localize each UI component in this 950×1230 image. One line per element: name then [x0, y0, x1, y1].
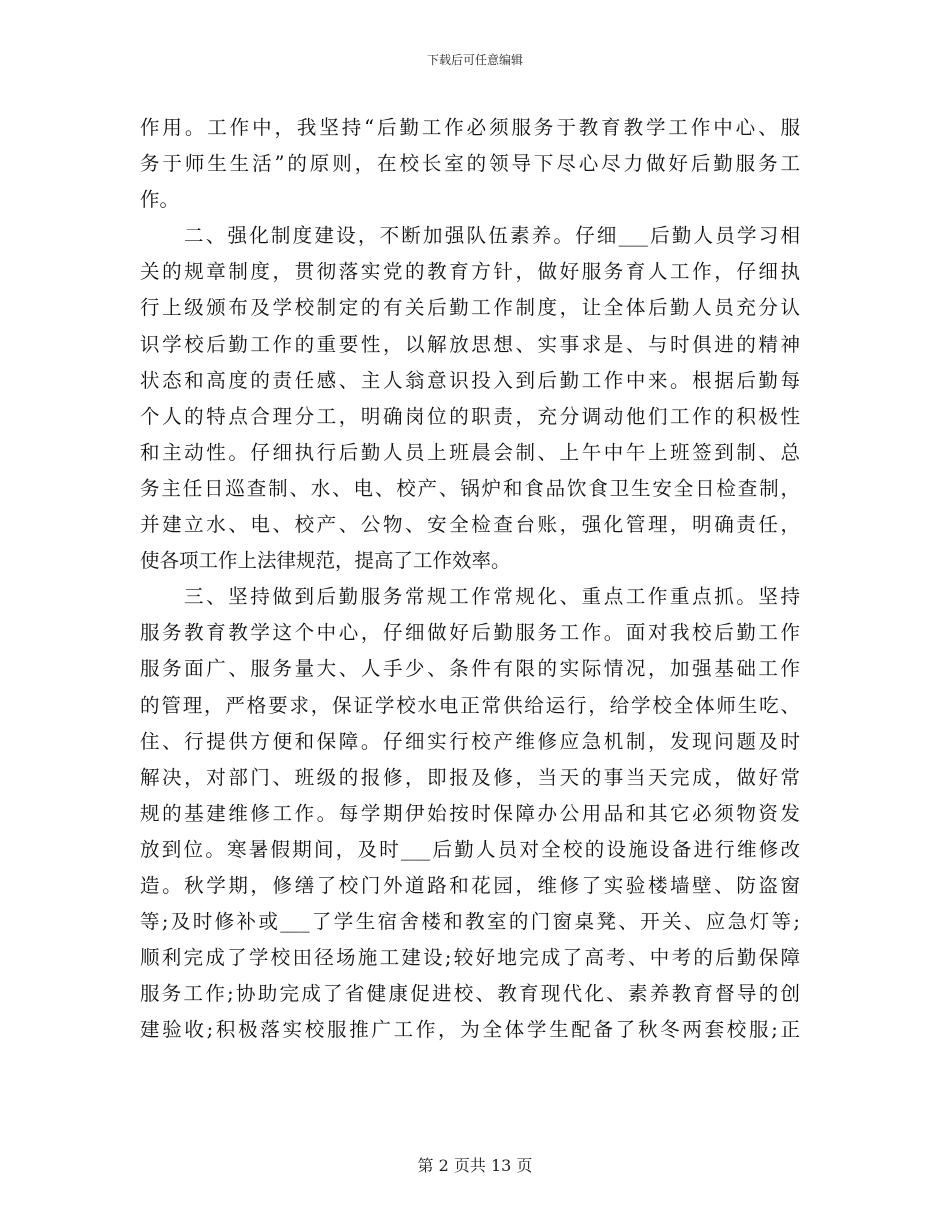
paragraph-3-line-12: 服务工作;协助完成了省健康促进校、教育现代化、素养教育督导的创 [140, 982, 800, 1006]
paragraph-2-line-9: 并建立水、电、校产、公物、安全检查台账，强化管理，明确责任， [140, 513, 800, 537]
paragraph-3-line-8: 放到位。寒暑假期间，及时___后勤人员对全校的设施设备进行维修改 [140, 837, 800, 861]
paragraph-3-line-7: 规的基建维修工作。每学期伊始按时保障办公用品和其它必须物资发 [140, 801, 800, 825]
paragraph-3-line-6: 解决，对部门、班级的报修，即报及修，当天的事当天完成，做好常 [140, 765, 800, 789]
paragraph-3-line-3: 服务面广、服务量大、人手少、条件有限的实际情况，加强基础工作 [140, 657, 800, 681]
paragraph-2-line-2: 关的规章制度，贯彻落实党的教育方针，做好服务育人工作，仔细执 [140, 260, 800, 284]
paragraph-2-line-8: 务主任日巡查制、水、电、校产、锅炉和食品饮食卫生安全日检查制， [140, 476, 800, 500]
paragraph-3-line-11: 顺利完成了学校田径场施工建设;较好地完成了高考、中考的后勤保障 [140, 946, 800, 970]
paragraph-3-line-9: 造。秋学期，修缮了校门外道路和花园，维修了实验楼墙壁、防盗窗 [140, 873, 800, 897]
page-footer: 第 2 页共 13 页 [417, 1156, 533, 1175]
paragraph-3-line-13: 建验收;积极落实校服推广工作，为全体学生配备了秋冬两套校服;正 [140, 1018, 800, 1042]
paragraph-2-line-7: 和主动性。仔细执行后勤人员上班晨会制、上午中午上班签到制、总 [140, 440, 800, 464]
paragraph-3-line-5: 住、行提供方便和保障。仔细实行校产维修应急机制，发现问题及时 [140, 729, 800, 753]
paragraph-2-line-4: 识学校后勤工作的重要性，以解放思想、实事求是、与时俱进的精神 [140, 332, 800, 356]
paragraph-2-line-10: 使各项工作上法律规范，提高了工作效率。 [140, 549, 511, 573]
paragraph-3-line-4: 的管理，严格要求，保证学校水电正常供给运行，给学校全体师生吃、 [140, 693, 800, 717]
paragraph-3-line-10: 等;及时修补或___了学生宿舍楼和教室的门窗桌凳、开关、应急灯等; [140, 910, 800, 934]
paragraph-3-line-1: 三、坚持做到后勤服务常规工作常规化、重点工作重点抓。坚持 [184, 585, 800, 609]
paragraph-2-line-5: 状态和高度的责任感、主人翁意识投入到后勤工作中来。根据后勤每 [140, 368, 800, 392]
paragraph-3-line-2: 服务教育教学这个中心，仔细做好后勤服务工作。面对我校后勤工作 [140, 621, 800, 645]
paragraph-1-line-1: 作用。工作中，我坚持“后勤工作必须服务于教育教学工作中心、服 [140, 116, 800, 139]
page-header: 下载后可任意编辑 [426, 53, 523, 67]
paragraph-2-line-3: 行上级颁布及学校制定的有关后勤工作制度，让全体后勤人员充分认 [140, 296, 800, 320]
document-body [140, 110, 800, 1048]
paragraph-1-line-2: 务于师生生活”的原则，在校长室的领导下尽心尽力做好后勤服务工 [140, 152, 800, 176]
paragraph-2-line-6: 个人的特点合理分工，明确岗位的职责，充分调动他们工作的积极性 [140, 404, 800, 428]
paragraph-2-line-1: 二、强化制度建设，不断加强队伍素养。仔细___后勤人员学习相 [184, 224, 800, 248]
paragraph-1-line-3: 作。 [140, 188, 180, 212]
